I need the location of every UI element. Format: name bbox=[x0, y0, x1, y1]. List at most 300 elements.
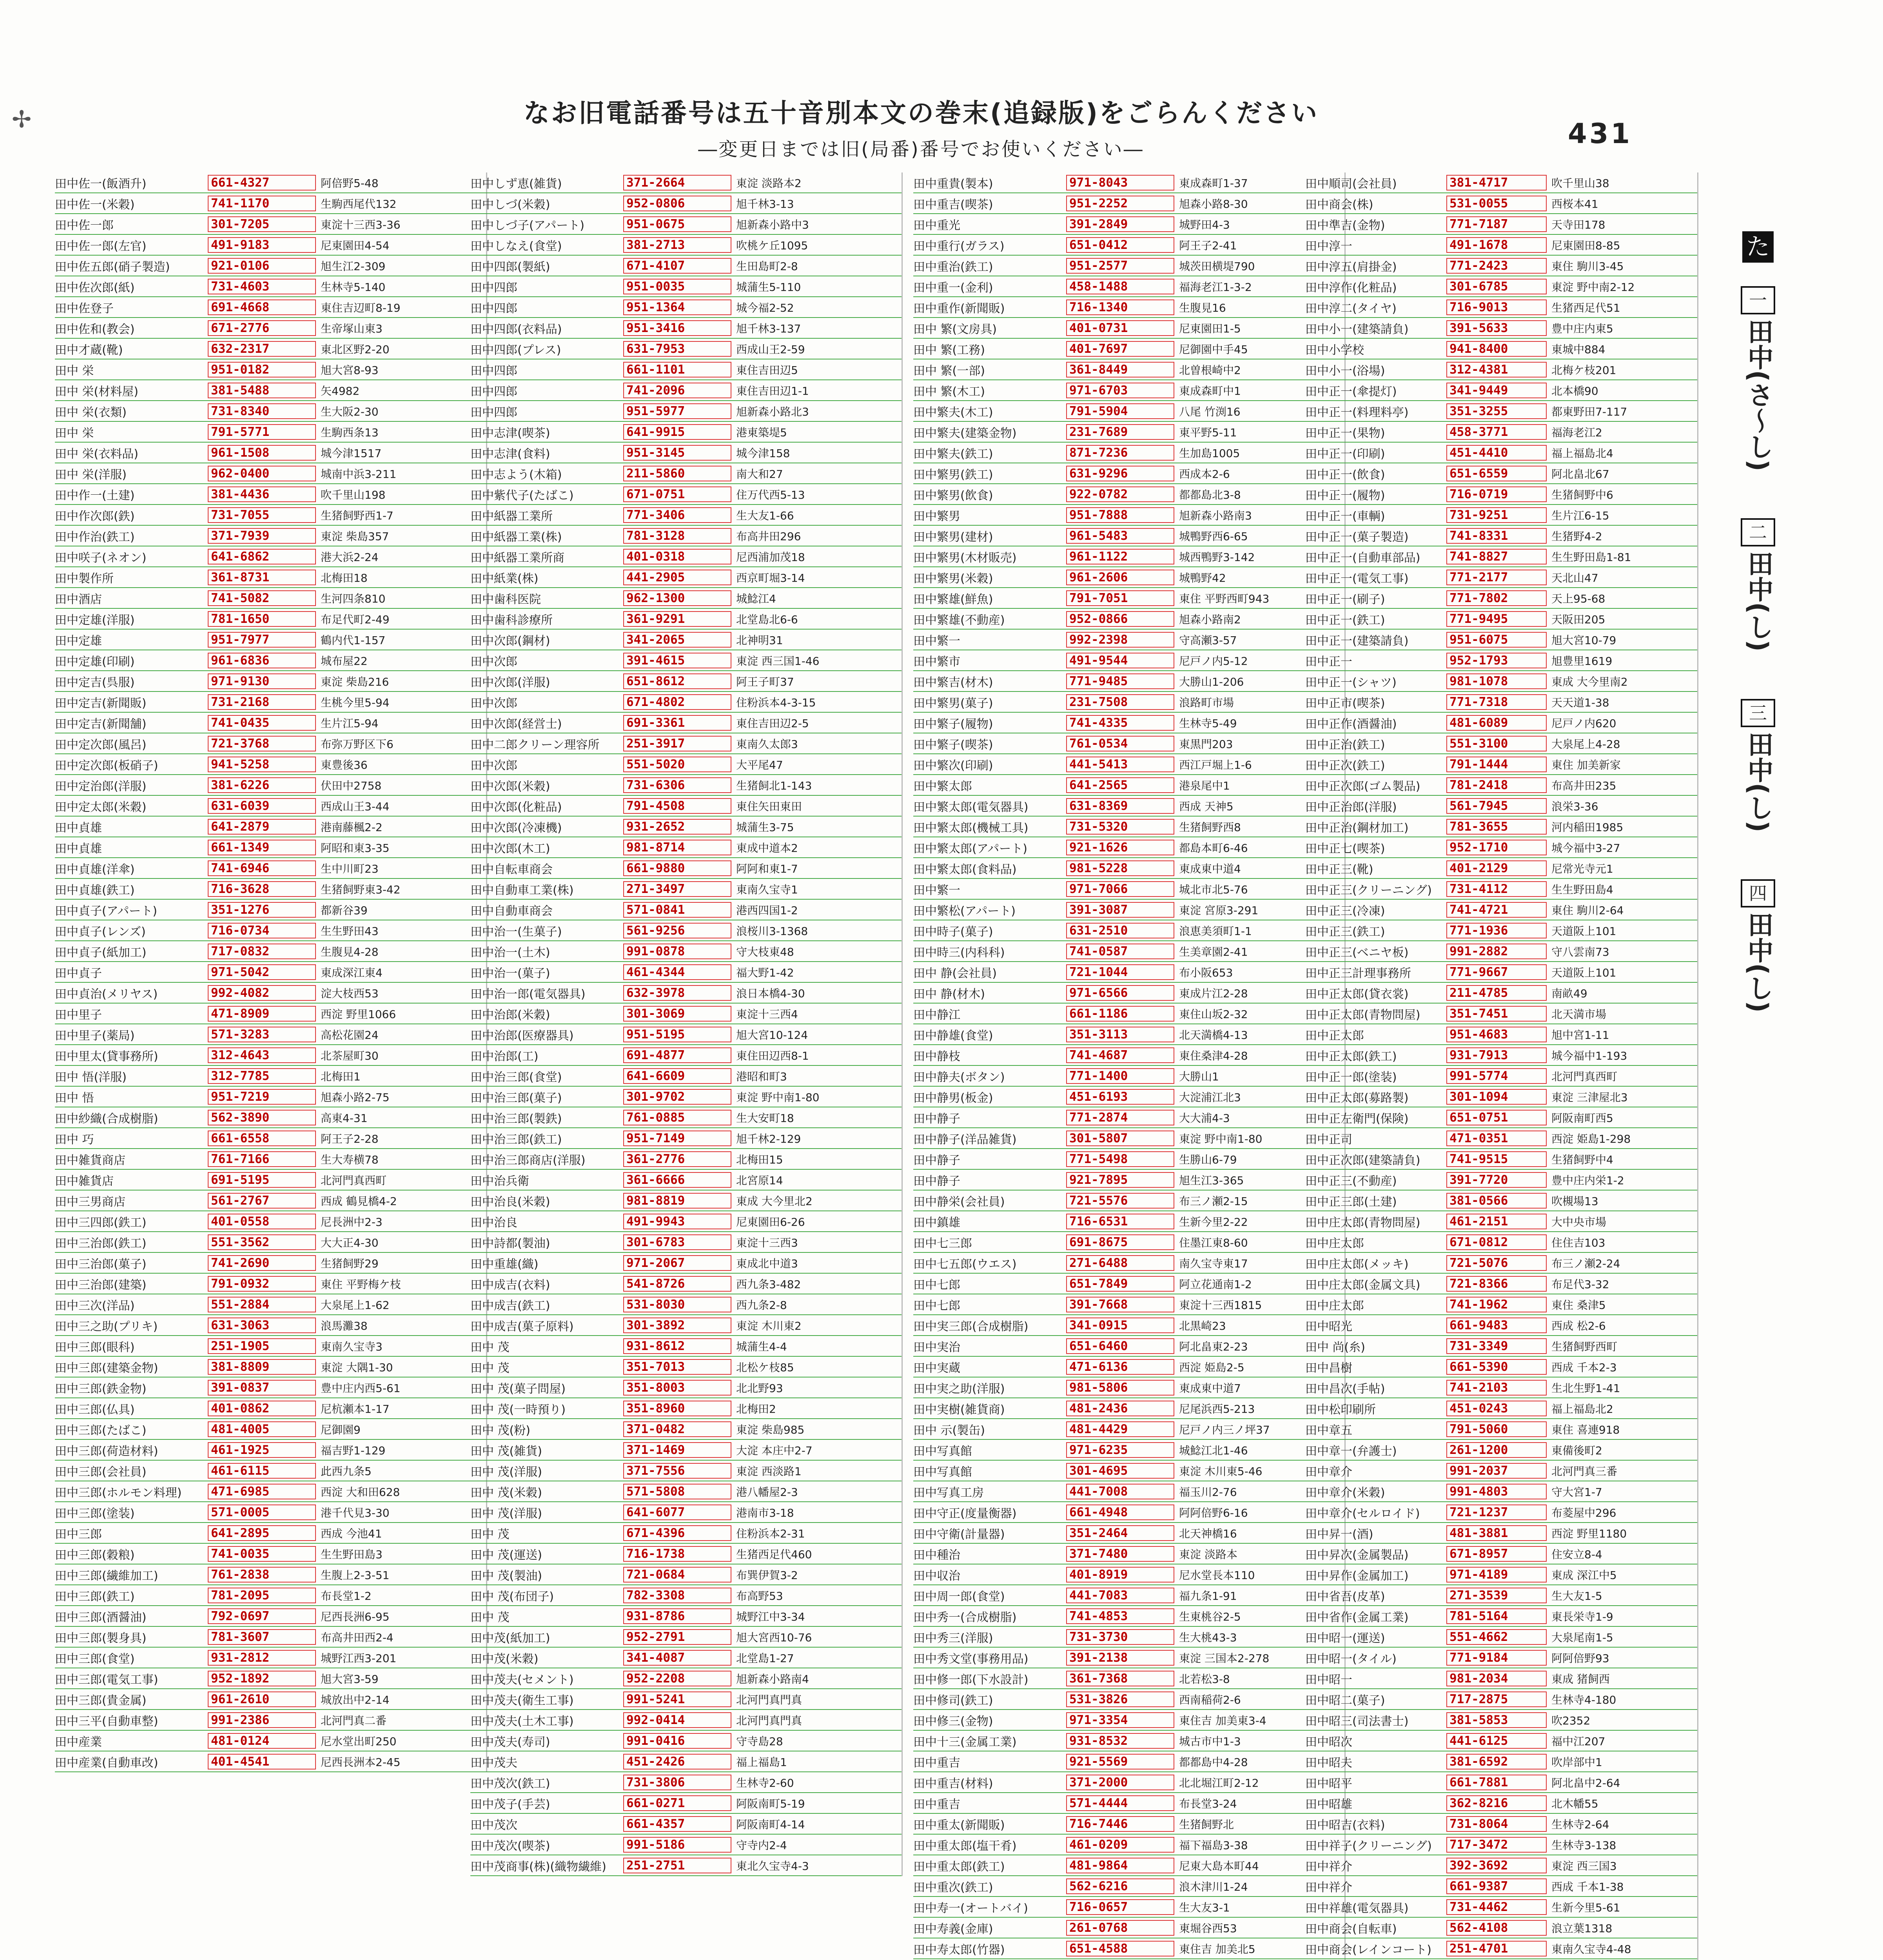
listing-address: 東淀 木川東5-46 bbox=[1179, 1465, 1263, 1478]
listing-row bbox=[913, 754, 1344, 775]
listing-row bbox=[470, 1544, 902, 1564]
listing-phone: 941-5258 bbox=[208, 757, 316, 772]
listing-name: 田中順司(会社員) bbox=[1305, 177, 1397, 191]
listing-row bbox=[913, 1814, 1344, 1835]
listing-address: 阿阿和東1-7 bbox=[736, 862, 798, 875]
listing-row bbox=[1305, 920, 1697, 941]
listing-row bbox=[470, 1523, 902, 1544]
listing-row bbox=[470, 1627, 902, 1648]
listing-address: 生林寺5-49 bbox=[1179, 717, 1237, 730]
listing-name: 田中重行(ガラス) bbox=[913, 239, 1005, 253]
listing-name: 田中修司(鉄工) bbox=[913, 1693, 993, 1708]
listing-address: 港大浜2-24 bbox=[321, 550, 379, 564]
listing-name: 田中正三(ベニヤ板) bbox=[1305, 946, 1409, 960]
listing-phone: 971-2067 bbox=[623, 1255, 731, 1271]
listing-name: 田中三四郎(鉄工) bbox=[55, 1216, 147, 1230]
listing-row bbox=[1305, 1419, 1697, 1440]
listing-row bbox=[913, 1751, 1344, 1772]
listing-name: 田中重太郎(鉄工) bbox=[913, 1860, 1005, 1874]
listing-address: 港千代見3-30 bbox=[321, 1506, 390, 1519]
listing-address: 北河門真門真 bbox=[736, 1693, 802, 1706]
listing-row bbox=[470, 505, 902, 526]
listing-address: 旭森小路南2 bbox=[1179, 613, 1241, 626]
listing-address: 生林寺4-180 bbox=[1551, 1693, 1616, 1706]
listing-phone: 717-2875 bbox=[1446, 1691, 1547, 1707]
listing-phone: 301-3892 bbox=[623, 1318, 731, 1333]
listing-row bbox=[1305, 1710, 1697, 1731]
listing-phone: 541-8726 bbox=[623, 1276, 731, 1292]
listing-name: 田中 茂(洋服) bbox=[470, 1506, 542, 1521]
listing-address: 東平野5-11 bbox=[1179, 426, 1237, 439]
listing-row bbox=[913, 1461, 1344, 1481]
listing-address: 北梅田2 bbox=[736, 1402, 776, 1416]
listing-row bbox=[1305, 1315, 1697, 1336]
listing-address: 旭新森小路北3 bbox=[736, 405, 809, 418]
listing-phone: 301-7205 bbox=[208, 216, 316, 232]
listing-name: 田中貞雄(鉄工) bbox=[55, 883, 135, 897]
listing-phone: 451-0243 bbox=[1446, 1401, 1547, 1416]
listing-row bbox=[470, 1440, 902, 1461]
listing-row bbox=[470, 879, 902, 900]
listing-address: 生猪西足代460 bbox=[736, 1548, 812, 1561]
listing-address: 尼御園中手45 bbox=[1179, 343, 1248, 356]
listing-row bbox=[1305, 214, 1697, 235]
listing-name: 田中繁太郎 bbox=[913, 779, 972, 793]
listing-phone: 351-1276 bbox=[208, 902, 316, 918]
listing-name: 田中茂次(喫茶) bbox=[470, 1839, 550, 1853]
listing-name: 田中静夫(ボタン) bbox=[913, 1070, 1005, 1084]
listing-name: 田中定太郎(米穀) bbox=[55, 800, 147, 814]
listing-name: 田中正左衛門(保険) bbox=[1305, 1112, 1409, 1126]
listing-row bbox=[1305, 505, 1697, 526]
listing-phone: 381-5488 bbox=[208, 383, 316, 398]
listing-row bbox=[1305, 276, 1697, 297]
listing-name: 田中守衛(計量器) bbox=[913, 1527, 1005, 1541]
listing-name: 田中淳作(化粧品) bbox=[1305, 281, 1397, 295]
listing-name: 田中 繁(木工) bbox=[913, 385, 985, 399]
listing-phone: 551-2884 bbox=[208, 1297, 316, 1312]
listing-address: 東住桑津4-28 bbox=[1179, 1049, 1248, 1062]
listing-row bbox=[1305, 713, 1697, 733]
listing-name: 田中重光 bbox=[913, 218, 960, 232]
listing-row bbox=[55, 1315, 486, 1336]
listing-phone: 771-1936 bbox=[1446, 923, 1547, 938]
listing-name: 田中昭一(運送) bbox=[1305, 1631, 1385, 1645]
listing-row bbox=[55, 1377, 486, 1398]
listing-address: 北河門真西町 bbox=[1551, 1070, 1618, 1083]
listing-address: 生新今里2-22 bbox=[1179, 1215, 1248, 1229]
listing-row bbox=[470, 1398, 902, 1419]
listing-address: 東成東中道7 bbox=[1179, 1381, 1241, 1395]
listing-address: 阿阿倍野93 bbox=[1551, 1651, 1609, 1665]
listing-row bbox=[55, 1149, 486, 1170]
listing-address: 阿王子町37 bbox=[736, 675, 794, 688]
listing-name: 田中繁太郎(機械工具) bbox=[913, 821, 1029, 835]
listing-name: 田中茂次(鉄工) bbox=[470, 1777, 550, 1791]
listing-row bbox=[1305, 380, 1697, 401]
listing-address: 北曽根崎中2 bbox=[1179, 363, 1241, 377]
listing-phone: 761-0534 bbox=[1066, 736, 1174, 751]
listing-name: 田中省作(金属工業) bbox=[1305, 1610, 1409, 1624]
listing-phone: 461-1925 bbox=[208, 1442, 316, 1458]
listing-address: 城鴨野西6-65 bbox=[1179, 530, 1248, 543]
listing-phone: 631-3063 bbox=[208, 1318, 316, 1333]
listing-row bbox=[55, 1191, 486, 1211]
listing-row bbox=[1305, 1004, 1697, 1024]
listing-phone: 301-4695 bbox=[1066, 1463, 1174, 1479]
listing-phone: 211-4785 bbox=[1446, 985, 1547, 1001]
listing-phone: 451-4410 bbox=[1446, 445, 1547, 461]
listing-phone: 441-6125 bbox=[1446, 1733, 1547, 1749]
listing-row bbox=[1305, 692, 1697, 713]
listing-row bbox=[470, 1107, 902, 1128]
listing-name: 田中定雄(印刷) bbox=[55, 655, 135, 669]
listing-phone: 721-1044 bbox=[1066, 964, 1174, 980]
listing-row bbox=[1305, 1918, 1697, 1938]
listing-phone: 716-7446 bbox=[1066, 1816, 1174, 1832]
listing-row bbox=[55, 1751, 486, 1772]
listing-name: 田中正一(電気工事) bbox=[1305, 572, 1409, 586]
listing-address: 生猪西足代51 bbox=[1551, 301, 1620, 314]
listing-name: 田中祥介 bbox=[1305, 1880, 1352, 1895]
listing-address: 北梅田1 bbox=[321, 1070, 361, 1083]
listing-phone: 561-7945 bbox=[1446, 798, 1547, 814]
listing-row bbox=[470, 297, 902, 318]
listing-address: 大淀 本庄中2-7 bbox=[736, 1444, 813, 1457]
listing-row bbox=[913, 941, 1344, 962]
listing-phone: 341-0915 bbox=[1066, 1318, 1174, 1333]
listing-row bbox=[1305, 1274, 1697, 1294]
listing-name: 田中自動車工業(株) bbox=[470, 883, 574, 897]
listing-name: 田中志よう(木箱) bbox=[470, 468, 562, 482]
listing-address: 福下福島3-38 bbox=[1179, 1838, 1248, 1852]
listing-name: 田中三治郎(建築) bbox=[55, 1278, 147, 1292]
listing-name: 田中 茂(菓子問屋) bbox=[470, 1382, 566, 1396]
listing-address: 城今津158 bbox=[736, 446, 790, 460]
listing-name: 田中里子 bbox=[55, 1008, 102, 1022]
listing-phone: 741-1170 bbox=[208, 196, 316, 211]
listing-address: 北茶屋町30 bbox=[321, 1049, 379, 1062]
listing-name: 田中重治(鉄工) bbox=[913, 260, 993, 274]
listing-row bbox=[470, 172, 902, 193]
listing-address: 北本橋90 bbox=[1551, 384, 1598, 397]
listing-address: 布高井田西2-4 bbox=[321, 1631, 394, 1644]
listing-address: 生大安町18 bbox=[736, 1111, 794, 1125]
listing-address: 城野江西3-201 bbox=[321, 1651, 397, 1665]
listing-name: 田中三郎(塗装) bbox=[55, 1506, 135, 1521]
listing-address: 生大友3-1 bbox=[1179, 1901, 1230, 1914]
listing-name: 田中七三郎 bbox=[913, 1236, 972, 1250]
listing-row bbox=[55, 1731, 486, 1751]
listing-phone: 651-0751 bbox=[1446, 1110, 1547, 1125]
listing-row bbox=[1305, 962, 1697, 983]
listing-address: 布三ノ瀬2-15 bbox=[1179, 1194, 1248, 1208]
listing-phone: 301-5807 bbox=[1066, 1131, 1174, 1146]
listing-name: 田中正作(酒醤油) bbox=[1305, 717, 1397, 731]
listing-row bbox=[1305, 1045, 1697, 1066]
listing-address: 尼杭瀬本1-17 bbox=[321, 1402, 390, 1416]
listing-phone: 717-3472 bbox=[1446, 1837, 1547, 1853]
page-number: 431 bbox=[1568, 118, 1633, 150]
listing-phone: 991-0416 bbox=[623, 1733, 731, 1749]
listing-phone: 361-7368 bbox=[1066, 1671, 1174, 1686]
listing-phone: 721-5576 bbox=[1066, 1193, 1174, 1209]
listing-address: 豊中庄内東5 bbox=[1551, 322, 1613, 335]
listing-phone: 458-1488 bbox=[1066, 279, 1174, 294]
listing-phone: 451-6193 bbox=[1066, 1089, 1174, 1105]
listing-row bbox=[55, 546, 486, 567]
listing-row bbox=[1305, 359, 1697, 380]
listing-row bbox=[55, 567, 486, 588]
listing-address: 鶴内代1-157 bbox=[321, 633, 386, 647]
listing-phone: 441-7083 bbox=[1066, 1588, 1174, 1603]
listing-row bbox=[913, 962, 1344, 983]
listing-name: 田中雑貨商店 bbox=[55, 1153, 125, 1167]
listing-name: 田中繁男(米穀) bbox=[913, 572, 993, 586]
listing-address: 旭千林3-137 bbox=[736, 322, 801, 335]
listing-row bbox=[1305, 1668, 1697, 1689]
listing-phone: 871-7236 bbox=[1066, 445, 1174, 461]
listing-row bbox=[913, 1274, 1344, 1294]
listing-phone: 641-6077 bbox=[623, 1504, 731, 1520]
listing-row bbox=[55, 858, 486, 879]
section-label: 田中(し) bbox=[1743, 911, 1774, 1013]
listing-phone: 921-5569 bbox=[1066, 1754, 1174, 1769]
listing-address: 東北区野2-20 bbox=[321, 343, 390, 356]
listing-address: 住粉浜本4-3-15 bbox=[736, 696, 816, 709]
listing-address: 布長堂1-2 bbox=[321, 1589, 372, 1602]
listing-name: 田中正次郎(ゴム製品) bbox=[1305, 779, 1420, 793]
listing-name: 田中正太郎(募路製) bbox=[1305, 1091, 1409, 1105]
listing-address: 布高井田296 bbox=[736, 530, 801, 543]
listing-phone: 961-2606 bbox=[1066, 570, 1174, 585]
listing-row bbox=[1305, 983, 1697, 1004]
header-notice bbox=[431, 92, 1411, 161]
listing-phone: 631-7953 bbox=[623, 341, 731, 357]
listing-phone: 271-3539 bbox=[1446, 1588, 1547, 1603]
listing-address: 尼東園田6-26 bbox=[736, 1215, 805, 1229]
listing-row bbox=[913, 546, 1344, 567]
listing-address: 城鴨野42 bbox=[1179, 571, 1226, 584]
listing-phone: 251-4701 bbox=[1446, 1941, 1547, 1956]
listing-address: 旭大宮10-124 bbox=[736, 1028, 808, 1042]
listing-name: 田中三郎(たばこ) bbox=[55, 1423, 147, 1437]
listing-address: 旭新森小路南4 bbox=[736, 1672, 809, 1686]
listing-name: 田中繁吉(材木) bbox=[913, 675, 993, 690]
listing-name: 田中重吉(喫茶) bbox=[913, 198, 993, 212]
listing-address: 吹2352 bbox=[1551, 1714, 1591, 1727]
listing-phone: 651-0412 bbox=[1066, 237, 1174, 253]
listing-phone: 551-4662 bbox=[1446, 1629, 1547, 1645]
listing-name: 田中正一(履物) bbox=[1305, 488, 1385, 503]
listing-phone: 731-6306 bbox=[623, 777, 731, 793]
listing-name: 田中写真館 bbox=[913, 1444, 972, 1458]
listing-name: 田中三郎(貴金属) bbox=[55, 1693, 147, 1708]
listing-row bbox=[913, 1564, 1344, 1585]
listing-row bbox=[1305, 650, 1697, 671]
listing-name: 田中しづ子(アパート) bbox=[470, 218, 585, 232]
listing-phone: 381-4717 bbox=[1446, 175, 1547, 191]
listing-address: 東成深江東4 bbox=[321, 966, 383, 979]
listing-address: 大泉尾上4-28 bbox=[1551, 737, 1620, 751]
listing-address: 浪立葉1318 bbox=[1551, 1922, 1613, 1935]
listing-row bbox=[1305, 630, 1697, 650]
listing-name: 田中茂(紙加工) bbox=[470, 1631, 550, 1645]
listing-row bbox=[55, 1710, 486, 1731]
listing-row bbox=[470, 775, 902, 796]
listing-row bbox=[470, 733, 902, 754]
listing-name: 田中三治郎(菓子) bbox=[55, 1257, 147, 1271]
listing-phone: 631-6039 bbox=[208, 798, 316, 814]
listing-row bbox=[55, 359, 486, 380]
listing-name: 田中正太郎(青物問屋) bbox=[1305, 1008, 1420, 1022]
listing-row bbox=[470, 380, 902, 401]
listing-phone: 741-0587 bbox=[1066, 944, 1174, 959]
listing-address: 港昭和町3 bbox=[736, 1070, 787, 1083]
listing-address: 東淀 柴島216 bbox=[321, 675, 389, 688]
listing-address: 生生野田島1-81 bbox=[1551, 550, 1631, 564]
listing-address: 浪桜川3-1368 bbox=[736, 924, 808, 938]
listing-phone: 961-1508 bbox=[208, 445, 316, 461]
listing-name: 田中周一郎(食堂) bbox=[913, 1590, 1005, 1604]
listing-address: 旭大宮8-93 bbox=[321, 363, 379, 377]
listing-phone: 792-0697 bbox=[208, 1608, 316, 1624]
listing-address: 東淀 西淡路1 bbox=[736, 1465, 802, 1478]
listing-name: 田中正三(クリーニング) bbox=[1305, 883, 1432, 897]
listing-address: 東住吉田辺1-1 bbox=[736, 384, 809, 397]
listing-phone: 741-2103 bbox=[1446, 1380, 1547, 1396]
listing-phone: 771-7187 bbox=[1446, 216, 1547, 232]
listing-phone: 971-9130 bbox=[208, 673, 316, 689]
listing-row bbox=[470, 1606, 902, 1627]
listing-row bbox=[470, 754, 902, 775]
listing-name: 田中正太郎(鉄工) bbox=[1305, 1049, 1397, 1063]
listing-address: 西江戸堀上1-6 bbox=[1179, 758, 1252, 771]
listing-name: 田中佐一(飯酒升) bbox=[55, 177, 147, 191]
listing-row bbox=[1305, 1336, 1697, 1357]
listing-row bbox=[1305, 546, 1697, 567]
listing-row bbox=[913, 900, 1344, 920]
listing-phone: 461-6115 bbox=[208, 1463, 316, 1479]
listing-address: 生田島町2-8 bbox=[736, 260, 798, 273]
listing-row bbox=[913, 1357, 1344, 1377]
listing-row bbox=[55, 754, 486, 775]
listing-phone: 271-3497 bbox=[623, 881, 731, 897]
listing-address: 都新谷39 bbox=[321, 904, 368, 917]
listing-phone: 731-2168 bbox=[208, 694, 316, 710]
listing-name: 田中佐一郎 bbox=[55, 218, 114, 232]
listing-phone: 771-7802 bbox=[1446, 590, 1547, 606]
listing-row bbox=[1305, 1793, 1697, 1814]
listing-address: 港西四国1-2 bbox=[736, 904, 798, 917]
listing-row bbox=[913, 1128, 1344, 1149]
listing-address: 布高野53 bbox=[736, 1589, 783, 1602]
listing-phone: 951-7149 bbox=[623, 1131, 731, 1146]
listing-row bbox=[470, 1835, 902, 1855]
listing-address: 生腹上2-3-51 bbox=[321, 1568, 390, 1582]
listing-phone: 951-0675 bbox=[623, 216, 731, 232]
listing-row bbox=[1305, 484, 1697, 505]
listing-name: 田中時子(菓子) bbox=[913, 925, 993, 939]
listing-row bbox=[55, 1523, 486, 1544]
listing-row bbox=[55, 172, 486, 193]
listing-row bbox=[1305, 1648, 1697, 1668]
listing-name: 田中章五 bbox=[1305, 1423, 1352, 1437]
listing-name: 田中 茂(製油) bbox=[470, 1569, 542, 1583]
listing-phone: 371-2000 bbox=[1066, 1775, 1174, 1790]
listing-row bbox=[1305, 443, 1697, 463]
listing-name: 田中三郎(繊維加工) bbox=[55, 1569, 158, 1583]
listing-name: 田中実治 bbox=[913, 1340, 960, 1354]
listing-address: 守寺内2-4 bbox=[736, 1838, 787, 1852]
listing-name: 田中繁夫(木工) bbox=[913, 405, 993, 419]
listing-name: 田中昭吉(衣料) bbox=[1305, 1818, 1385, 1832]
listing-address: 城鯰江4 bbox=[736, 592, 776, 605]
listing-row bbox=[470, 858, 902, 879]
listing-row bbox=[55, 1648, 486, 1668]
listing-row bbox=[1305, 1564, 1697, 1585]
listing-name: 田中繁太郎(アパート) bbox=[913, 842, 1028, 856]
listing-phone: 952-0866 bbox=[1066, 611, 1174, 627]
listing-phone: 931-8786 bbox=[623, 1608, 731, 1624]
listing-name: 田中治良(米穀) bbox=[470, 1195, 550, 1209]
listing-phone: 952-1892 bbox=[208, 1671, 316, 1686]
listing-row bbox=[55, 484, 486, 505]
listing-row bbox=[55, 380, 486, 401]
listing-address: 浪木津川1-24 bbox=[1179, 1880, 1248, 1893]
listing-address: 北若松3-8 bbox=[1179, 1672, 1230, 1686]
listing-name: 田中成吉(衣料) bbox=[470, 1278, 550, 1292]
listing-address: 生林寺5-140 bbox=[321, 280, 386, 294]
listing-address: 東北久宝寺4-3 bbox=[736, 1859, 809, 1873]
listing-row bbox=[1305, 463, 1697, 484]
listing-phone: 741-9515 bbox=[1446, 1151, 1547, 1167]
listing-phone: 731-9251 bbox=[1446, 507, 1547, 523]
listing-phone: 791-7051 bbox=[1066, 590, 1174, 606]
listing-address: 西淀 大和田628 bbox=[321, 1485, 400, 1499]
listing-address: 尼東園田1-5 bbox=[1179, 322, 1241, 335]
listing-name: 田中治一(土木) bbox=[470, 946, 550, 960]
listing-name: 田中寿一(オートバイ) bbox=[913, 1901, 1028, 1915]
listing-address: 生林寺3-138 bbox=[1551, 1838, 1616, 1852]
listing-phone: 441-7008 bbox=[1066, 1484, 1174, 1499]
side-index bbox=[1725, 231, 1791, 1060]
listing-phone: 971-3354 bbox=[1066, 1712, 1174, 1728]
listing-phone: 951-3416 bbox=[623, 320, 731, 336]
listing-row bbox=[913, 1772, 1344, 1793]
listing-phone: 962-1300 bbox=[623, 590, 731, 606]
listing-name: 田中四郎 bbox=[470, 301, 517, 316]
listing-address: 大勝山1-206 bbox=[1179, 675, 1244, 688]
listing-name: 田中 巧 bbox=[55, 1132, 94, 1147]
index-section-1 bbox=[1725, 286, 1791, 471]
listing-name: 田中貞雄 bbox=[55, 842, 102, 856]
listing-address: 北堂島北6-6 bbox=[736, 613, 798, 626]
listing-address: 北梅ケ枝201 bbox=[1551, 363, 1616, 377]
listing-phone: 312-4643 bbox=[208, 1047, 316, 1063]
listing-phone: 661-1186 bbox=[1066, 1006, 1174, 1022]
listing-name: 田中貞子(紙加工) bbox=[55, 946, 147, 960]
listing-name: 田中治郎(米穀) bbox=[470, 1008, 550, 1022]
listing-name: 田中治三郎(鉄工) bbox=[470, 1132, 562, 1147]
listing-address: 阿阪南町西5 bbox=[1551, 1111, 1613, 1125]
listing-name: 田中正一(刷子) bbox=[1305, 592, 1385, 606]
listing-phone: 481-4005 bbox=[208, 1421, 316, 1437]
listing-phone: 716-6531 bbox=[1066, 1214, 1174, 1229]
listing-phone: 771-5498 bbox=[1066, 1151, 1174, 1167]
listing-name: 田中正司 bbox=[1305, 1132, 1352, 1147]
section-label: 田中(し) bbox=[1743, 550, 1774, 652]
